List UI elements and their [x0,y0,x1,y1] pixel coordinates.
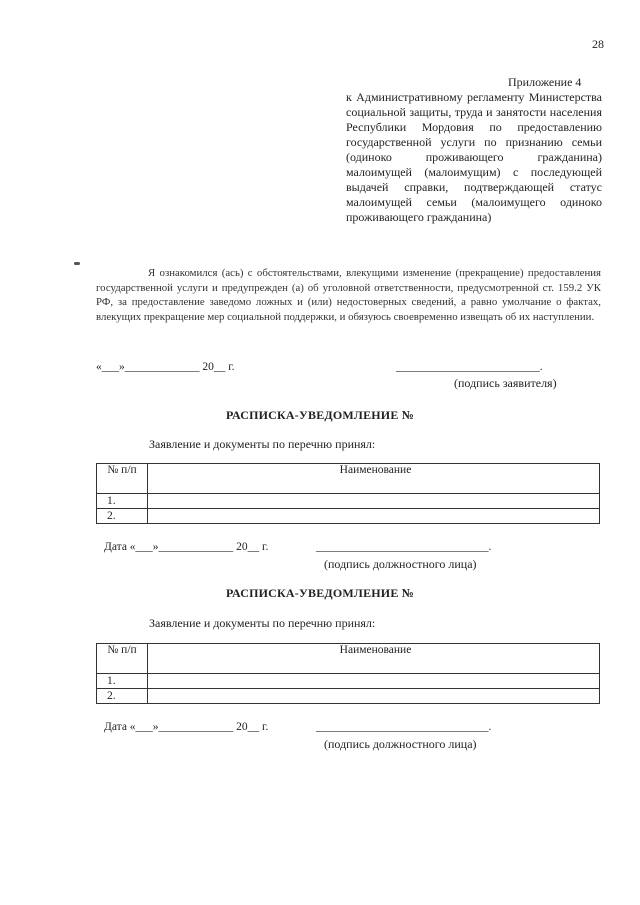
row-number: 1. [97,494,148,509]
appendix-title: Приложение 4 [508,75,582,89]
official-signature-caption: (подпись должностного лица) [324,737,477,751]
table-row [97,509,600,524]
applicant-signature-caption: (подпись заявителя) [454,376,557,390]
row-number: 2. [97,509,148,524]
scan-speck [74,262,80,265]
receipt-date-line: Дата «___»_____________ 20__ г. [104,721,269,733]
page-number: 28 [592,37,604,51]
applicant-date-line: «___»_____________ 20__ г. [96,361,235,373]
column-header-number: № п/п [97,464,148,494]
official-signature-caption: (подпись должностного лица) [324,557,477,571]
applicant-signature-line: _________________________. [396,361,543,373]
row-name-cell [148,674,600,689]
documents-table [96,643,600,704]
documents-table [96,463,600,524]
column-header-name: Наименование [148,464,600,494]
column-header-number: № п/п [97,644,148,674]
receipt-intro: Заявление и документы по перечню принял: [149,616,376,630]
table-header-row [97,464,600,494]
row-number: 2. [97,689,148,704]
table-row [97,689,600,704]
table-header-row [97,644,600,674]
row-name-cell [148,509,600,524]
receipt-heading: РАСПИСКА-УВЕДОМЛЕНИЕ № [225,586,415,600]
column-header-name: Наименование [148,644,600,674]
row-name-cell [148,494,600,509]
receipt-date-line: Дата «___»_____________ 20__ г. [104,541,269,553]
table-row [97,494,600,509]
official-signature-line: ______________________________. [316,541,492,553]
appendix-reference: к Административному регламенту Министерства социальной защиты, труда и занятости населения Республики Мордовия по предоставлению государственной услуги по признанию семьи (одиноко проживающего гражданина) малоимущей (малоимущим) с последующей выдачей справки, подтверждающей статус малоимущей семьи (малоимущего одиноко проживающего гражданина) [346,90,602,224]
row-name-cell [148,689,600,704]
official-signature-line: ______________________________. [316,721,492,733]
receipt-intro: Заявление и документы по перечню принял: [149,437,376,451]
row-number: 1. [97,674,148,689]
receipt-heading: РАСПИСКА-УВЕДОМЛЕНИЕ № [225,408,415,422]
table-row [97,674,600,689]
acknowledgement-statement: Я ознакомился (ась) с обстоятельствами, влекущими изменение (прекращение) предоставления государственной услуги и предупрежден (а) об уголовной ответственности, предусмотренной ст. 159.2 УК РФ, за предоставление заведомо ложных и (или) недостоверных сведений, а равно умолчание о фактах, влекущих прекращение мер социальной поддержки, и обязуюсь своевременно извещать об их наступлении. [96,267,601,323]
